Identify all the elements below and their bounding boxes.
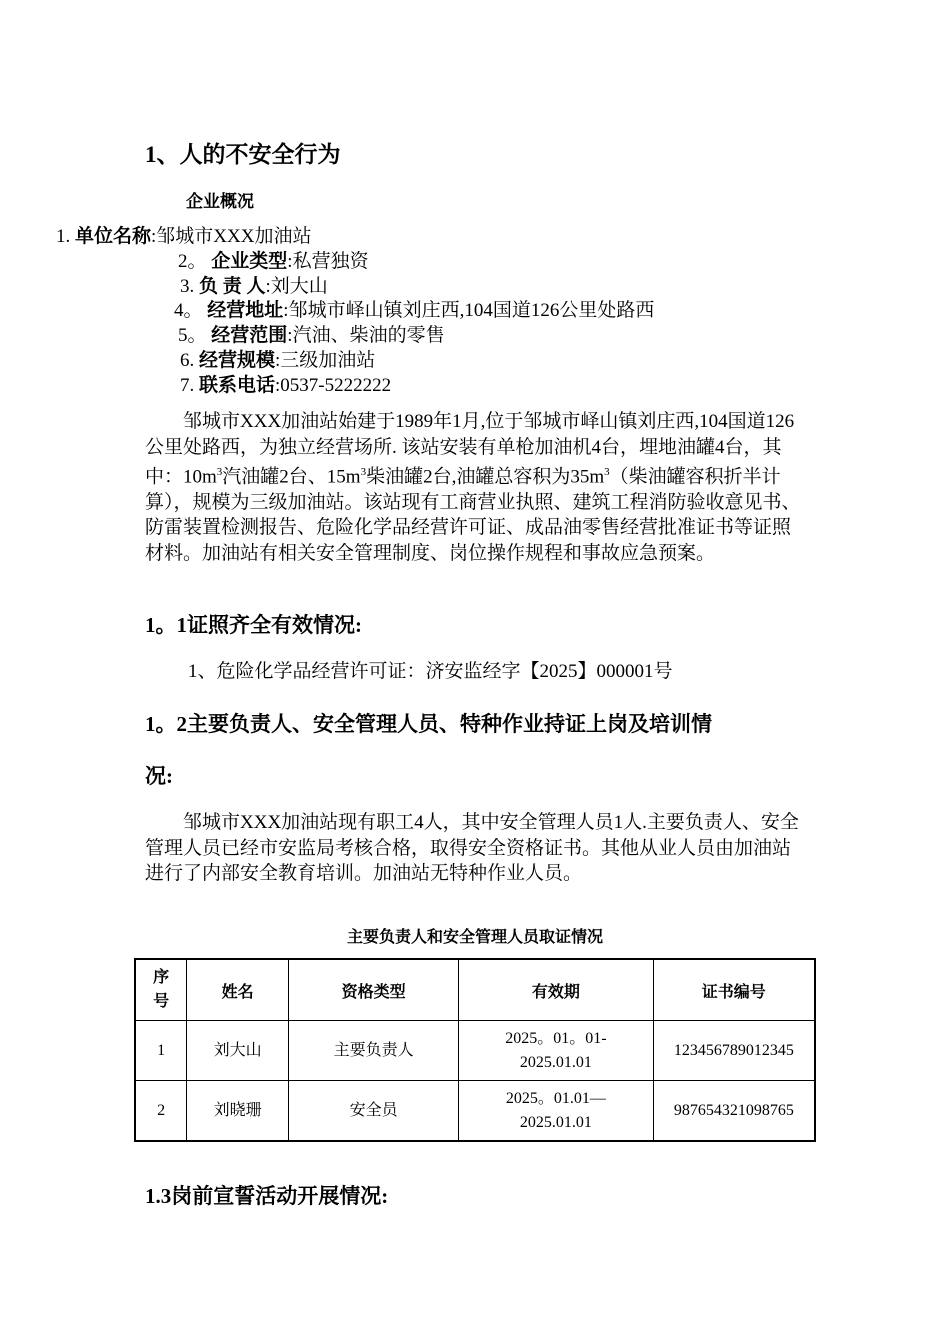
- cell-no: 1: [135, 1021, 187, 1081]
- cell-validity: 2025。01.01— 2025.01.01: [459, 1081, 653, 1142]
- overview-heading: 企业概况: [186, 192, 254, 211]
- overview-item-name: 1. 单位名称:邹城市XXX加油站: [56, 226, 312, 247]
- cell-name: 刘晓珊: [187, 1081, 289, 1142]
- header-no: 序号: [135, 959, 187, 1021]
- table-row: [135, 1081, 815, 1142]
- cell-type: 主要负责人: [288, 1021, 458, 1081]
- cell-name: 刘大山: [187, 1021, 289, 1081]
- section-1-3-title: 1.3岗前宣誓活动开展情况:: [145, 1184, 389, 1208]
- table-row: [135, 1021, 815, 1081]
- header-name: 姓名: [187, 959, 289, 1021]
- section-1-2-title: 1。2主要负责人、安全管理人员、特种作业持证上岗及培训情: [145, 712, 712, 736]
- cell-validity: 2025。01。01- 2025.01.01: [459, 1021, 653, 1081]
- certification-table: [134, 958, 816, 1142]
- header-cert-no: 证书编号: [653, 959, 815, 1021]
- overview-item-type: 2。 企业类型:私营独资: [178, 251, 369, 272]
- overview-item-scale: 6. 经营规模:三级加油站: [180, 350, 376, 371]
- section-title: 1、人的不安全行为: [145, 142, 341, 167]
- cell-cert-no: 123456789012345: [653, 1021, 815, 1081]
- table-header-row: [135, 959, 815, 1021]
- cell-cert-no: 987654321098765: [653, 1081, 815, 1142]
- cell-no: 2: [135, 1081, 187, 1142]
- section-1-1-title: 1。1证照齐全有效情况:: [145, 613, 362, 637]
- overview-item-scope: 5。 经营范围:汽油、柴油的零售: [178, 325, 445, 346]
- section-1-2-title-cont: 况:: [145, 764, 173, 788]
- staff-paragraph: 邹城市XXX加油站现有职工4人，其中安全管理人员1人.主要负责人、安全管理人员已经市安监局考核合格，取得安全资格证书。其他从业人员由加油站进行了内部安全教育培训。加油站无特种作业人员。: [145, 812, 799, 884]
- overview-item-owner: 3. 负 责 人:刘大山: [180, 276, 328, 297]
- table-caption: 主要负责人和安全管理人员取证情况: [346, 929, 603, 946]
- overview-paragraph: 邹城市XXX加油站始建于1989年1月,位于邹城市峄山镇刘庄西,104国道126公里处路西，为独立经营场所. 该站安装有单枪加油机4台，埋地油罐4台，其中：$10m^3$汽油罐2台、$15m^3$柴油罐2台,油罐总容积为$35m^3$（柴油罐容积折半计算），规模为三级加油站。该站现有工商营业执照、建筑工程消防验收意见书、防雷装置检测报告、危险化学品经营许可证、成品油零售经营批准证书等证照材料。加油站有相关安全管理制度、岗位操作规程和事故应急预案。: [145, 411, 801, 564]
- overview-item-phone: 7. 联系电话:0537-5222222: [180, 375, 392, 396]
- license-line: 1、危险化学品经营许可证：济安监经字【2025】000001号: [188, 661, 673, 682]
- header-validity: 有效期: [459, 959, 653, 1021]
- overview-item-address: 4。 经营地址:邹城市峄山镇刘庄西,104国道126公里处路西: [174, 300, 655, 321]
- cell-type: 安全员: [288, 1081, 458, 1142]
- header-type: 资格类型: [288, 959, 458, 1021]
